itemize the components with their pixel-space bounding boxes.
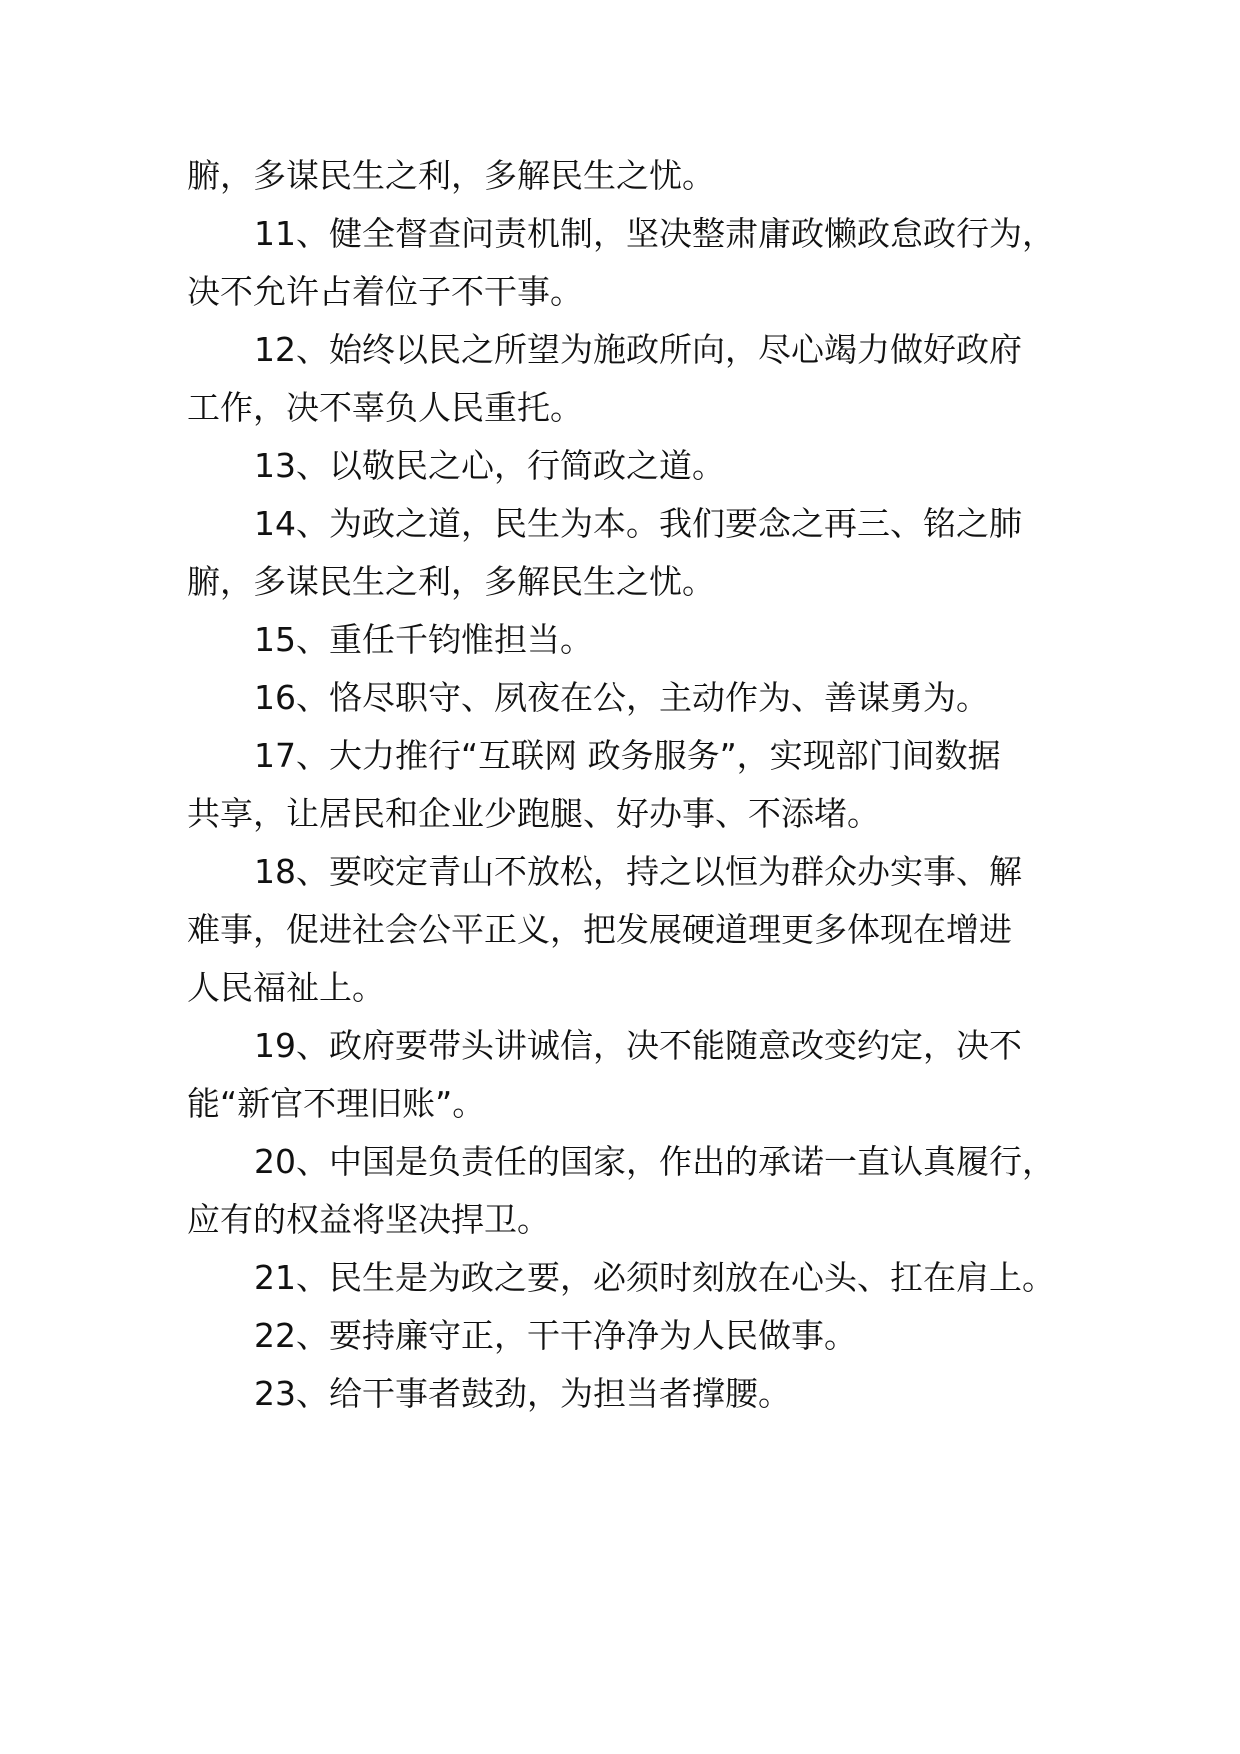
text-line: 21、民生是为政之要，必须时刻放在心头、扛在肩上。 — [254, 1258, 1055, 1297]
text-line: 18、要咬定青山不放松，持之以恒为群众办实事、解 — [254, 852, 1022, 891]
text-line: 12、始终以民之所望为施政所向，尽心竭力做好政府 — [254, 330, 1022, 369]
text-line: 腑，多谋民生之利，多解民生之忧。 — [187, 562, 715, 601]
text-line: 17、大力推行“互联网 政务服务”，实现部门间数据 — [254, 736, 1001, 775]
text-line: 16、恪尽职守、夙夜在公，主动作为、善谋勇为。 — [254, 678, 989, 717]
text-line: 11、健全督查问责机制，坚决整肃庸政懒政怠政行为， — [254, 214, 1055, 253]
text-line: 共享，让居民和企业少跑腿、好办事、不添堵。 — [187, 794, 880, 833]
text-line: 人民福祉上。 — [187, 968, 385, 1007]
text-line: 15、重任千钧惟担当。 — [254, 620, 593, 659]
text-line: 能“新官不理旧账”。 — [187, 1084, 486, 1123]
text-line: 腑，多谋民生之利，多解民生之忧。 — [187, 156, 715, 195]
text-line: 工作，决不辜负人民重托。 — [187, 388, 583, 427]
text-line: 应有的权益将坚决捍卫。 — [187, 1200, 550, 1239]
text-line: 13、以敬民之心，行简政之道。 — [254, 446, 725, 485]
text-line: 20、中国是负责任的国家，作出的承诺一直认真履行， — [254, 1142, 1055, 1181]
text-line: 23、给干事者鼓劲，为担当者撑腰。 — [254, 1374, 791, 1413]
text-line: 19、政府要带头讲诚信，决不能随意改变约定，决不 — [254, 1026, 1022, 1065]
text-line: 22、要持廉守正，干干净净为人民做事。 — [254, 1316, 857, 1355]
text-line: 14、为政之道，民生为本。我们要念之再三、铭之肺 — [254, 504, 1022, 543]
text-line: 决不允许占着位子不干事。 — [187, 272, 583, 311]
text-line: 难事，促进社会公平正义，把发展硬道理更多体现在增进 — [187, 910, 1012, 949]
